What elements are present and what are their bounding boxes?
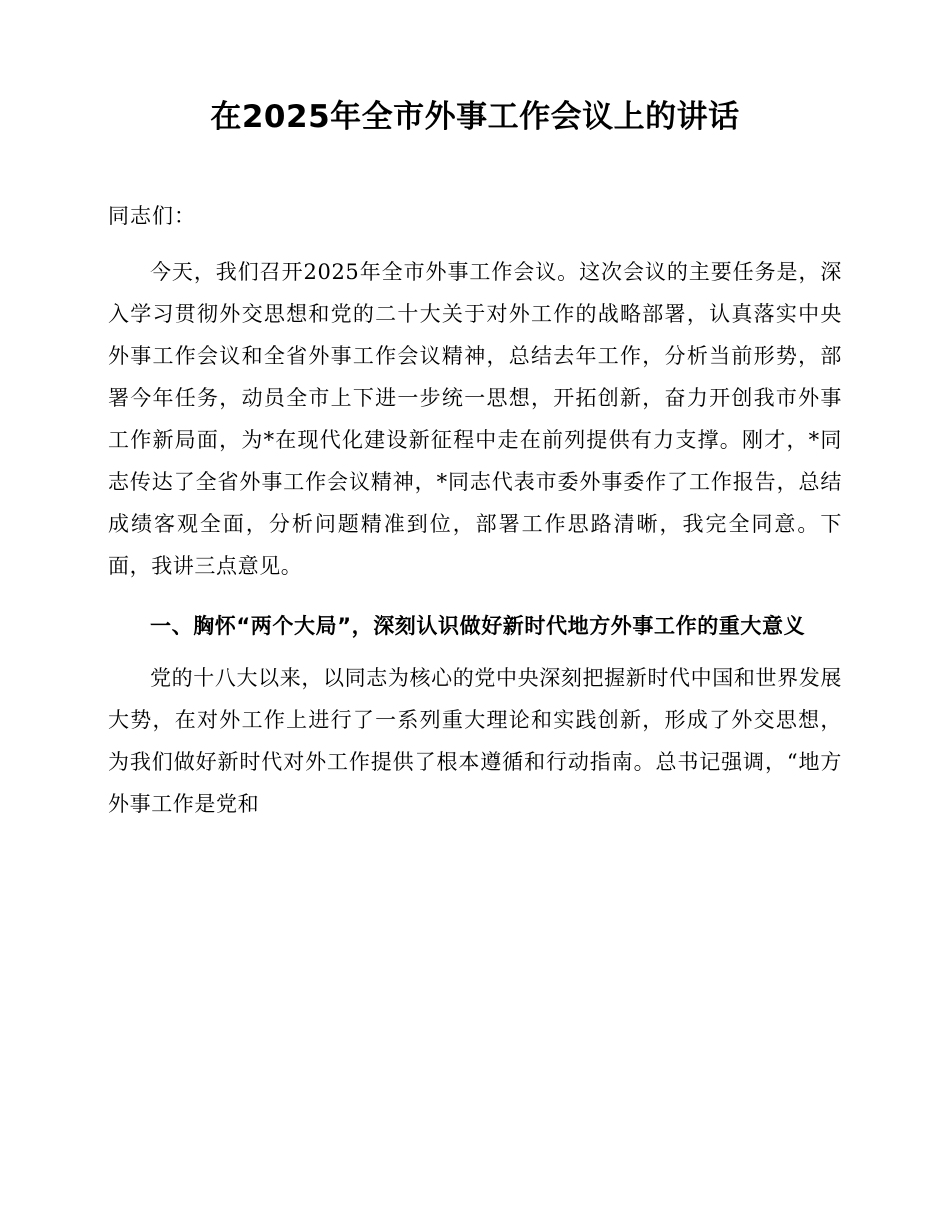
page-title: 在2025年全市外事工作会议上的讲话 (210, 99, 740, 135)
body-paragraph-1: 今天，我们召开2025年全市外事工作会议。这次会议的主要任务是，深入学习贯彻外交思想和党的二十大关于对外工作的战略部署，认真落实中央外事工作会议和全省外事工作会议精神，总结去年工作，分析当前形势，部署今年任务，动员全市上下进一步统一思想，开拓创新，奋力开创我市外事工作新局面，为*在现代化建设新征程中走在前列提供有力支撑。刚才，*同志传达了全省外事工作会议精神，*同志代表市委外事委作了工作报告，总结成绩客观全面，分析问题精准到位，部署工作思路清晰，我完全同意。下面，我讲三点意见。 (108, 260, 842, 579)
salutation-line: 同志们： (108, 204, 196, 229)
section-heading-1: 一、胸怀“两个大局”，深刻认识做好新时代地方外事工作的重大意义 (150, 614, 806, 639)
body-paragraph-2: 党的十八大以来，以同志为核心的党中央深刻把握新时代中国和世界发展大势，在对外工作上进行了一系列重大理论和实践创新，形成了外交思想，为我们做好新时代对外工作提供了根本遵循和行动指南。总书记强调，“地方外事工作是党和 (108, 666, 842, 817)
